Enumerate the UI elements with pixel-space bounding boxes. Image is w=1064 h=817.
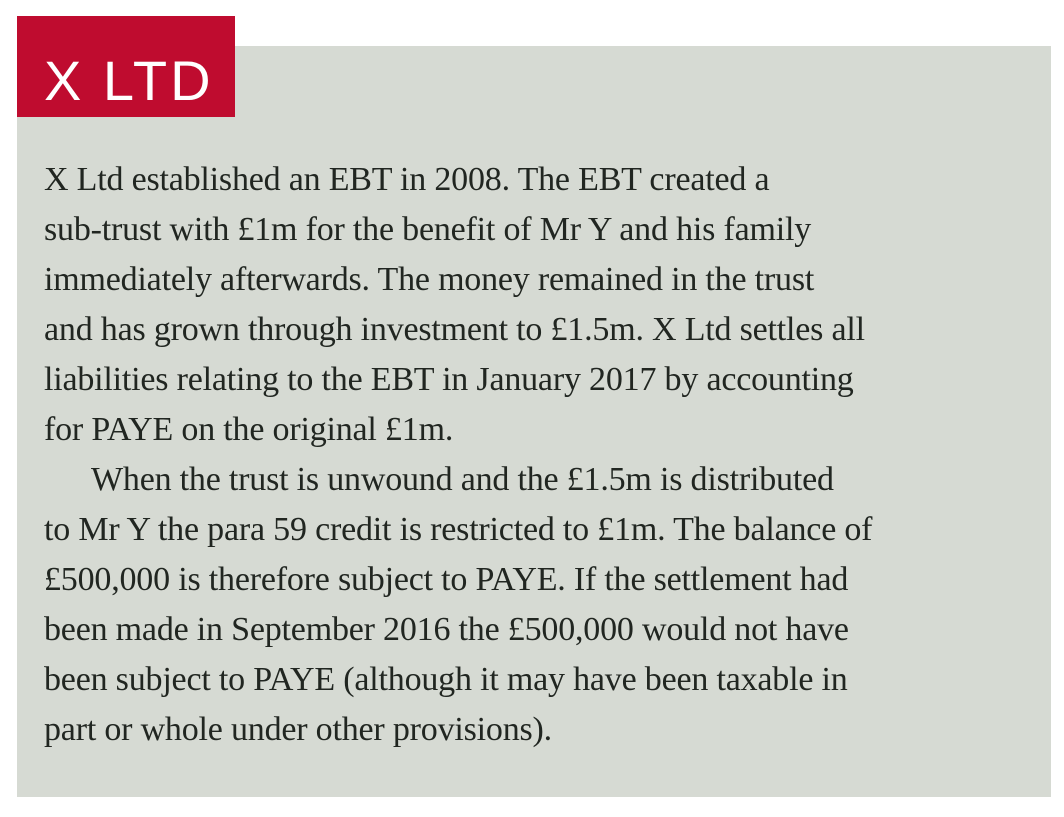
paragraph-2 (44, 455, 1044, 755)
text-line: been subject to PAYE (although it may have been taxable in (44, 661, 848, 698)
text-line: X Ltd established an EBT in 2008. The EBT created a (44, 161, 770, 198)
text-line: liabilities relating to the EBT in January 2017 by accounting (44, 361, 854, 398)
paragraph-1 (44, 155, 1044, 455)
text-line: and has grown through investment to £1.5m. X Ltd settles all (44, 311, 865, 348)
text-line: for PAYE on the original £1m. (44, 411, 454, 448)
text-line: When the trust is unwound and the £1.5m is distributed (91, 461, 834, 498)
title-banner (17, 16, 235, 117)
text-line: £500,000 is therefore subject to PAYE. If the settlement had (44, 561, 849, 598)
text-line: been made in September 2016 the £500,000 would not have (44, 611, 849, 648)
page-title: X LTD (44, 49, 214, 112)
text-line: immediately afterwards. The money remained in the trust (44, 261, 815, 298)
text-line: sub-trust with £1m for the benefit of Mr Y and his family (44, 211, 811, 248)
text-line: to Mr Y the para 59 credit is restricted to £1m. The balance of (44, 511, 873, 548)
body-text (44, 155, 1044, 755)
text-line: part or whole under other provisions). (44, 711, 552, 748)
case-study-panel (17, 46, 1051, 797)
